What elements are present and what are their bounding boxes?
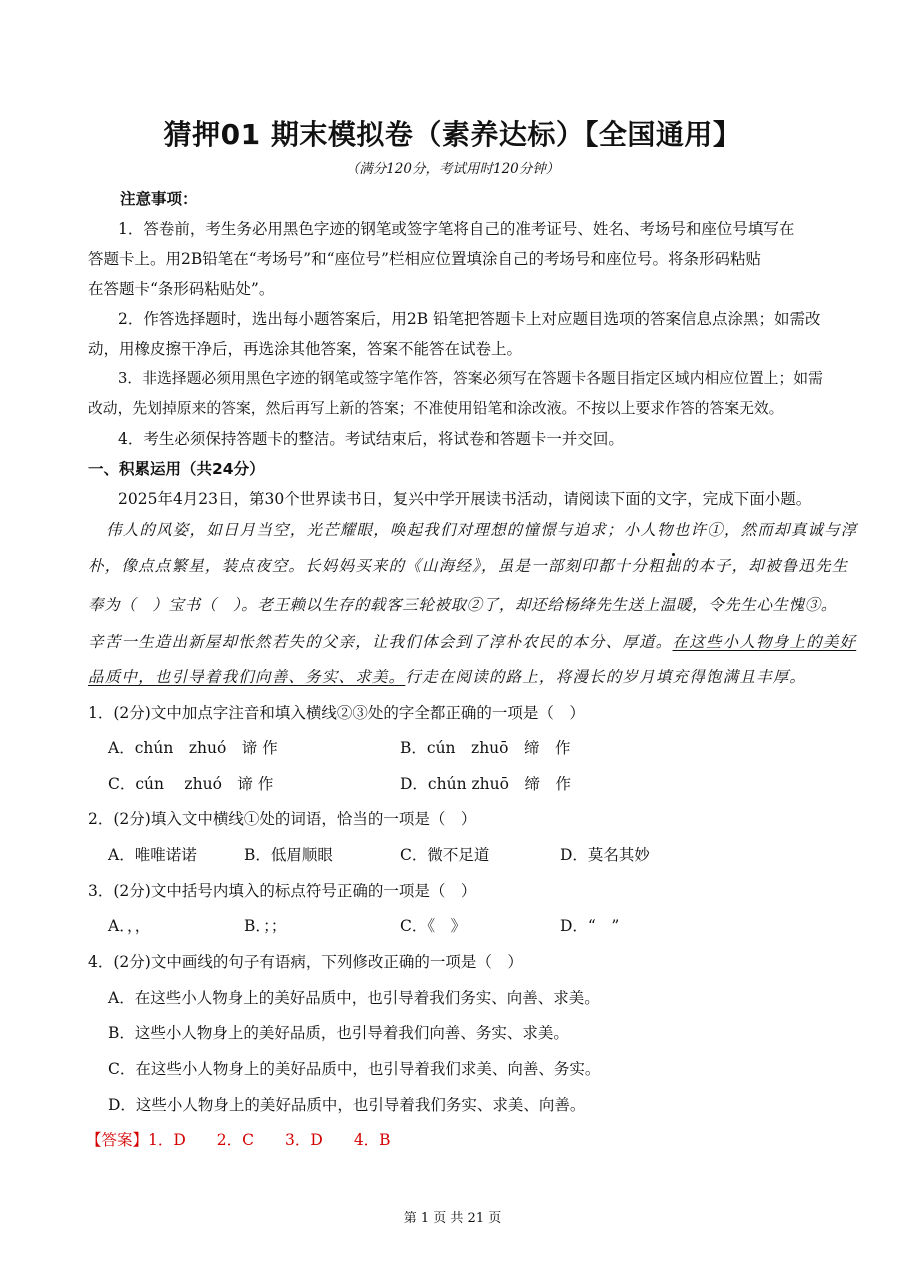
passage-text: 辛苦一生造出新屋却怅然若失的父亲，让我们体会到了淳朴农民的本分、厚道。 [88, 633, 673, 651]
question-option: A．在这些小人物身上的美好品质中，也引导着我们务实、向善、求美。 [108, 989, 600, 1007]
answer-text: 1．D 2．C 3．D 4．B [148, 1131, 391, 1149]
question-option: C．在这些小人物身上的美好品质中，也引导着我们求美、向善、务实。 [108, 1060, 601, 1078]
underlined-sentence: 在这些小人物身上的美好 [672, 633, 857, 651]
question-option: A．唯唯诺诺 [108, 846, 197, 864]
notice-line: 答题卡上。用2B铅笔在“考场号”和“座位号”栏相应位置填涂自己的考场号和座位号。将条形码粘贴 [88, 250, 761, 268]
question-option: B．cún zhuō 缔 作 [400, 739, 571, 757]
page-subtitle: （满分120分，考试用时120分钟） [345, 161, 560, 177]
section-intro: 2025年4月23日，第30个世界读书日，复兴中学开展读书活动，请阅读下面的文字，完成下面小题。 [118, 490, 812, 508]
notice-line: 1．答卷前，考生务必用黑色字迹的钢笔或签字笔将自己的准考证号、姓名、考场号和座位号填写在 [118, 220, 795, 238]
question-option: B．低眉顺眼 [244, 846, 333, 864]
notice-line: 3．非选择题必须用黑色字迹的钢笔或签字笔作答，答案必须写在答题卡各题目指定区域内相应位置上；如需 [118, 370, 823, 387]
passage-text: 的本子，却被鲁迅先生 [681, 557, 849, 575]
passage-text: 朴，像点点繁星，装点夜空。长妈妈买来的《山海经》，虽是一部刻印都十分粗 [88, 557, 665, 575]
question-option: A．chún zhuó 谛 作 [108, 739, 278, 757]
question-option: B．；； [244, 917, 287, 935]
notice-heading: 注意事项： [120, 190, 198, 208]
question-option: D．“ ” [560, 917, 620, 935]
passage-line [88, 555, 848, 577]
passage-line: 伟人的风姿，如日月当空，光芒耀眼，唤起我们对理想的憧憬与追求；小人物也许①，然而却真诚与淳 [106, 521, 858, 539]
question-option: B．这些小人物身上的美好品质，也引导着我们向善、务实、求美。 [108, 1024, 569, 1042]
passage-line [88, 666, 806, 688]
question-stem: 1．(2分)文中加点字注音和填入横线②③处的字全都正确的一项是（ ） [88, 704, 585, 722]
section-heading: 一、积累运用（共24分） [88, 460, 265, 478]
underlined-sentence: 品质中，也引导着我们向善、务实、求美。 [88, 668, 406, 686]
passage-line: 奉为（ ）宝书（ ）。老王赖以生存的载客三轮被取②了，却还给杨绛先生送上温暖，令先生心生愧③。 [88, 596, 837, 614]
question-option: C．cún zhuó 谛 作 [108, 775, 274, 793]
answer-label: 【答案】 [86, 1131, 149, 1149]
question-stem: 3．(2分)文中括号内填入的标点符号正确的一项是（ ） [88, 882, 477, 900]
question-option: D．这些小人物身上的美好品质中，也引导着我们务实、求美、向善。 [108, 1096, 586, 1114]
passage-text: 行走在阅读的路上，将漫长的岁月填充得饱满且丰厚。 [405, 668, 807, 686]
dotted-character: 拙 [664, 557, 682, 575]
notice-line: 4．考生必须保持答题卡的整洁。考试结束后，将试卷和答题卡一并交回。 [118, 430, 624, 448]
question-option: A．，， [108, 917, 151, 935]
answer-line [86, 1129, 391, 1151]
question-option: C．微不足道 [400, 846, 490, 864]
page-footer: 第 1 页 共 21 页 [403, 1211, 502, 1226]
notice-line: 动，用橡皮擦干净后，再选涂其他答案，答案不能答在试卷上。 [88, 340, 523, 358]
question-stem: 2．(2分)填入文中横线①处的词语，恰当的一项是（ ） [88, 810, 477, 828]
passage-line [88, 631, 856, 653]
notice-line: 2．作答选择题时，选出每小题答案后，用2B 铅笔把答题卡上对应题目选项的答案信息点涂黑；如需改 [118, 310, 821, 328]
question-option: D．chún zhuō 缔 作 [400, 775, 571, 793]
question-stem: 4．(2分)文中画线的句子有语病，下列修改正确的一项是（ ） [88, 953, 523, 971]
notice-line: 改动，先划掉原来的答案，然后再写上新的答案；不准使用铅笔和涂改液。不按以上要求作答的答案无效。 [88, 400, 784, 417]
question-option: C．《 》 [400, 917, 467, 935]
page-title: 猜押01 期末模拟卷（素养达标）【全国通用】 [163, 118, 742, 151]
notice-line: 在答题卡“条形码粘贴处”。 [88, 280, 275, 298]
question-option: D．莫名其妙 [560, 846, 650, 864]
